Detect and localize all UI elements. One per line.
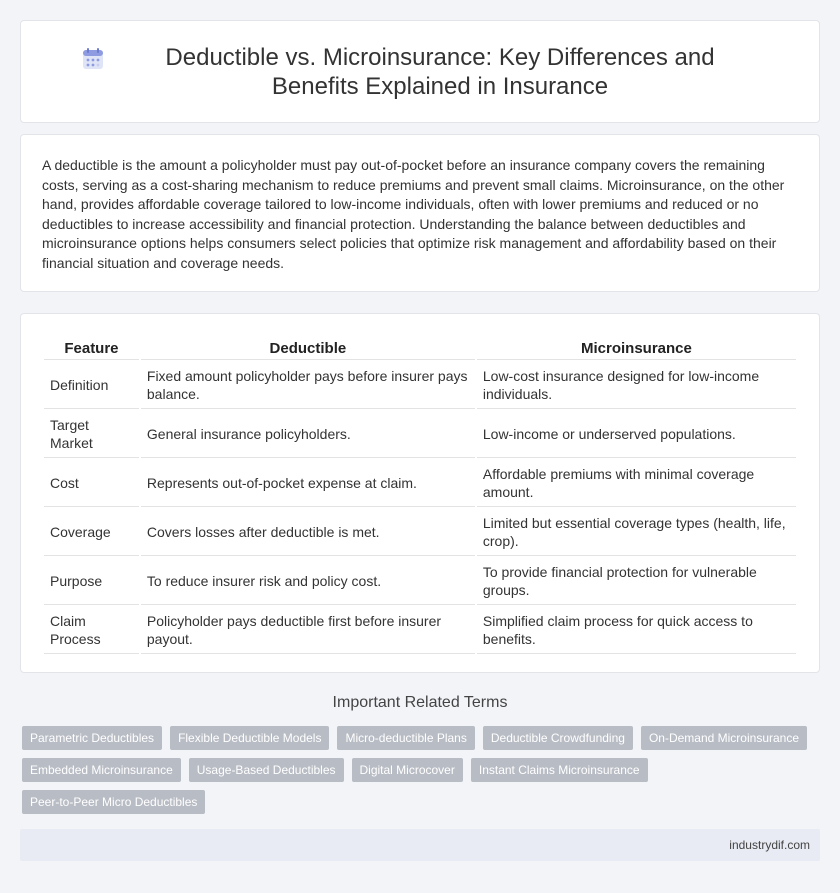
related-term-tag[interactable]: Micro-deductible Plans xyxy=(337,726,474,750)
related-terms-list xyxy=(22,726,812,814)
header-microinsurance: Microinsurance xyxy=(477,338,796,360)
microinsurance-cell: To provide financial protection for vulnerable groups. xyxy=(477,558,796,605)
deductible-cell: Represents out-of-pocket expense at claim. xyxy=(141,460,475,507)
footer xyxy=(20,829,820,861)
feature-cell: Purpose xyxy=(44,558,139,605)
related-terms-title: Important Related Terms xyxy=(332,694,508,711)
related-term-tag[interactable]: Flexible Deductible Models xyxy=(170,726,329,750)
microinsurance-cell: Simplified claim process for quick access to benefits. xyxy=(477,607,796,654)
table-row xyxy=(44,411,796,458)
intro-paragraph: A deductible is the amount a policyholder must pay out-of-pocket before an insurance company covers the remaining costs, serving as a cost-sharing mechanism to reduce premiums and prevent small claims. Microinsurance, on the other hand, provides affordable coverage tailored to low-income individuals, often with lower premiums and reduced or no deductibles to increase accessibility and financial protection. Understanding the balance between deductibles and microinsurance options helps consumers select policies that optimize risk management and affordability based on their financial situation and coverage needs. xyxy=(42,157,785,271)
deductible-cell: Fixed amount policyholder pays before insurer pays balance. xyxy=(141,362,475,409)
feature-cell: Cost xyxy=(44,460,139,507)
microinsurance-cell: Low-income or underserved populations. xyxy=(477,411,796,458)
feature-cell: Definition xyxy=(44,362,139,409)
related-term-tag[interactable]: Parametric Deductibles xyxy=(22,726,162,750)
deductible-cell: General insurance policyholders. xyxy=(141,411,475,458)
related-term-tag[interactable]: Usage-Based Deductibles xyxy=(189,758,344,782)
header-feature: Feature xyxy=(44,338,139,360)
page-title: Deductible vs. Microinsurance: Key Differences and Benefits Explained in Insurance xyxy=(165,44,715,100)
table-row xyxy=(44,607,796,654)
related-term-tag[interactable]: Instant Claims Microinsurance xyxy=(471,758,648,782)
feature-cell: Claim Process xyxy=(44,607,139,654)
feature-cell: Target Market xyxy=(44,411,139,458)
microinsurance-cell: Low-cost insurance designed for low-income individuals. xyxy=(477,362,796,409)
related-term-tag[interactable]: Deductible Crowdfunding xyxy=(483,726,633,750)
intro-card xyxy=(20,134,820,292)
related-term-tag[interactable]: Digital Microcover xyxy=(352,758,463,782)
microinsurance-cell: Affordable premiums with minimal coverage amount. xyxy=(477,460,796,507)
feature-cell: Coverage xyxy=(44,509,139,556)
table-row xyxy=(44,460,796,507)
table-header-row xyxy=(44,338,796,360)
related-term-tag[interactable]: On-Demand Microinsurance xyxy=(641,726,807,750)
comparison-card xyxy=(20,313,820,673)
related-term-tag[interactable]: Embedded Microinsurance xyxy=(22,758,181,782)
header-card xyxy=(20,20,820,123)
deductible-cell: To reduce insurer risk and policy cost. xyxy=(141,558,475,605)
header-deductible: Deductible xyxy=(141,338,475,360)
deductible-cell: Covers losses after deductible is met. xyxy=(141,509,475,556)
comparison-table xyxy=(42,336,798,656)
table-row xyxy=(44,558,796,605)
microinsurance-cell: Limited but essential coverage types (health, life, crop). xyxy=(477,509,796,556)
related-term-tag[interactable]: Peer-to-Peer Micro Deductibles xyxy=(22,790,205,814)
table-row xyxy=(44,362,796,409)
table-row xyxy=(44,509,796,556)
deductible-cell: Policyholder pays deductible first before insurer payout. xyxy=(141,607,475,654)
footer-site-link[interactable]: industrydif.com xyxy=(729,838,810,852)
